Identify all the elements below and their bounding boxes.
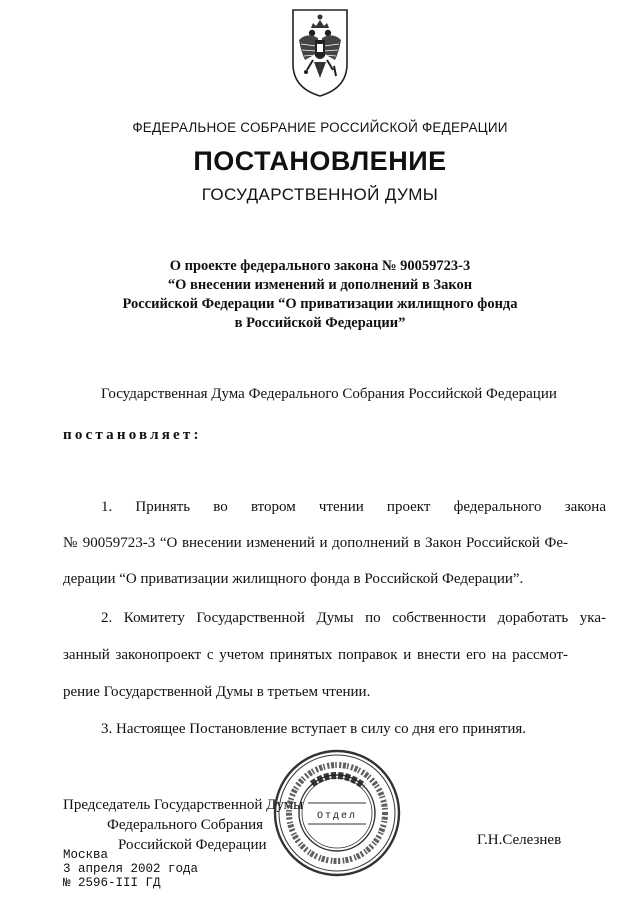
document-number: № 2596-III ГД	[63, 876, 161, 890]
date: 3 апреля 2002 года	[63, 862, 199, 876]
paragraph-1-line: № 90059723-3 “О внесении изменений и дополнений в Закон Российской Фе-	[63, 535, 568, 551]
parliament-name: ФЕДЕРАЛЬНОЕ СОБРАНИЕ РОССИЙСКОЙ ФЕДЕРАЦИИ	[132, 120, 508, 135]
paragraph-3: 3. Настоящее Постановление вступает в силу со дня его принятия.	[101, 721, 527, 737]
issuer-name: ГОСУДАРСТВЕННОЙ ДУМЫ	[201, 185, 439, 204]
paragraph-2-line: рение Государственной Думы в третьем чтении.	[63, 684, 371, 700]
official-stamp-seal	[272, 748, 402, 878]
subject-line: “О внесении изменений и дополнений в Закон	[167, 277, 473, 293]
subject-line: О проекте федерального закона № 90059723-3	[169, 258, 471, 274]
signatory-title-line: Председатель Государственной Думы	[63, 797, 304, 813]
stamp-center-text: Отдел	[316, 811, 358, 822]
paragraph-2-line: 2. Комитету Государственной Думы по собственности доработать ука-	[101, 610, 606, 626]
subject-line: Российской Федерации “О приватизации жилищного фонда	[122, 296, 518, 312]
signatory-title-line: Федерального Собрания	[107, 817, 264, 833]
russian-coat-of-arms-icon	[289, 6, 351, 98]
signatory-title	[63, 795, 303, 855]
paragraph-2-line: занный законопроект с учетом принятых поправок и внести его на рассмот-	[63, 647, 568, 663]
preamble: Государственная Дума Федерального Собрания Российской Федерации	[101, 386, 557, 402]
paragraph-1-line: дерации “О приватизации жилищного фонда в Российской Федерации”.	[63, 571, 524, 587]
subject-line: в Российской Федерации”	[234, 315, 406, 331]
signatory-title-line: Российской Федерации	[118, 837, 267, 853]
place: Москва	[63, 848, 109, 862]
document-footer	[63, 848, 198, 890]
document-subject	[0, 257, 640, 333]
document-type: ПОСТАНОВЛЕНИЕ	[193, 146, 447, 176]
signatory-name: Г.Н.Селезнев	[477, 832, 562, 848]
resolution-keyword: постановляет:	[63, 427, 202, 443]
paragraph-1-line: 1. Принять во втором чтении проект федерального закона	[101, 499, 606, 515]
